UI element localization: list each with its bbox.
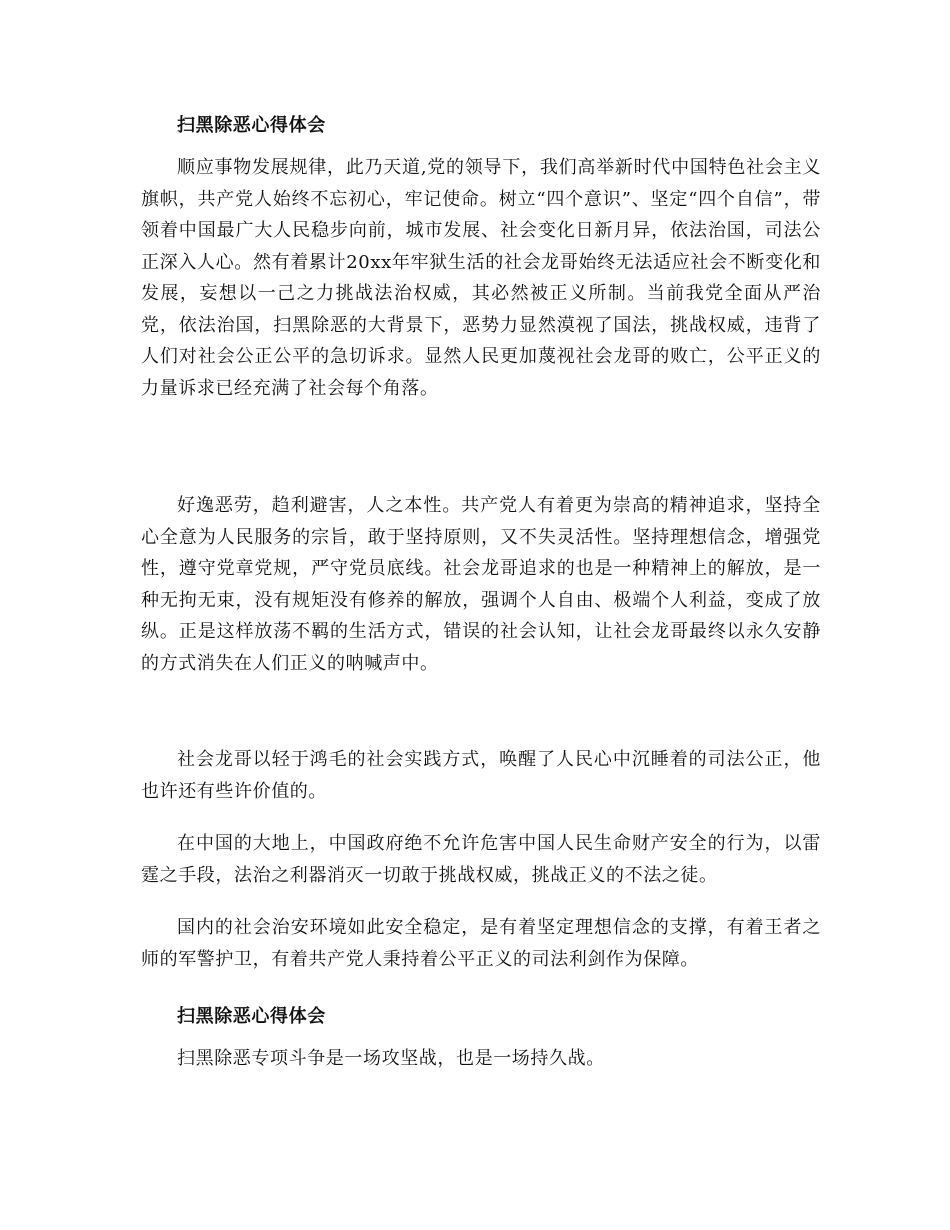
paragraph: 在中国的大地上，中国政府绝不允许危害中国人民生命财产安全的行为，以雷霆之手段，法治之利器消灭一切敢于挑战权威，挑战正义的不法之徒。: [141, 833, 821, 886]
paragraph: 国内的社会治安环境如此安全稳定，是有着坚定理想信念的支撑，有着王者之师的军警护卫，有着共产党人秉持着公平正义的司法利剑作为保障。: [141, 917, 821, 970]
paragraph: 扫黑除恶专项斗争是一场攻坚战，也是一场持久战。: [177, 1048, 605, 1069]
paragraph: 好逸恶劳，趋利避害，人之本性。共产党人有着更为崇高的精神追求，坚持全心全意为人民服务的宗旨，敢于坚持原则，又不失灵活性。坚持理想信念，增强党性，遵守党章党规，严守党员底线。社会龙哥追求的也是一种精神上的解放，是一种无拘无束，没有规矩没有修养的解放，强调个人自由、极端个人利益，变成了放纵。正是这样放荡不羁的生活方式，错误的社会认知，让社会龙哥最终以永久安静的方式消失在人们正义的呐喊声中。: [141, 495, 821, 674]
section-heading: 扫黑除恶心得体会: [177, 1006, 326, 1027]
section-heading: 扫黑除恶心得体会: [177, 115, 326, 136]
paragraph: 社会龙哥以轻于鸿毛的社会实践方式，唤醒了人民心中沉睡着的司法公正，他也许还有些许价值的。: [141, 749, 821, 802]
paragraph: 顺应事物发展规律，此乃天道,党的领导下，我们高举新时代中国特色社会主义旗帜，共产党人始终不忘初心，牢记使命。树立“四个意识”、坚定“四个自信”，带领着中国最广大人民稳步向前，城市发展、社会变化日新月异，依法治国，司法公正深入人心。然有着累计20xx年牢狱生活的社会龙哥始终无法适应社会不断变化和发展，妄想以一己之力挑战法治权威，其必然被正义所制。当前我党全面从严治党，依法治国，扫黑除恶的大背景下，恶势力显然漠视了国法，挑战权威，违背了人们对社会公正公平的急切诉求。显然人民更加蔑视社会龙哥的败亡，公平正义的力量诉求已经充满了社会每个角落。: [141, 157, 821, 399]
